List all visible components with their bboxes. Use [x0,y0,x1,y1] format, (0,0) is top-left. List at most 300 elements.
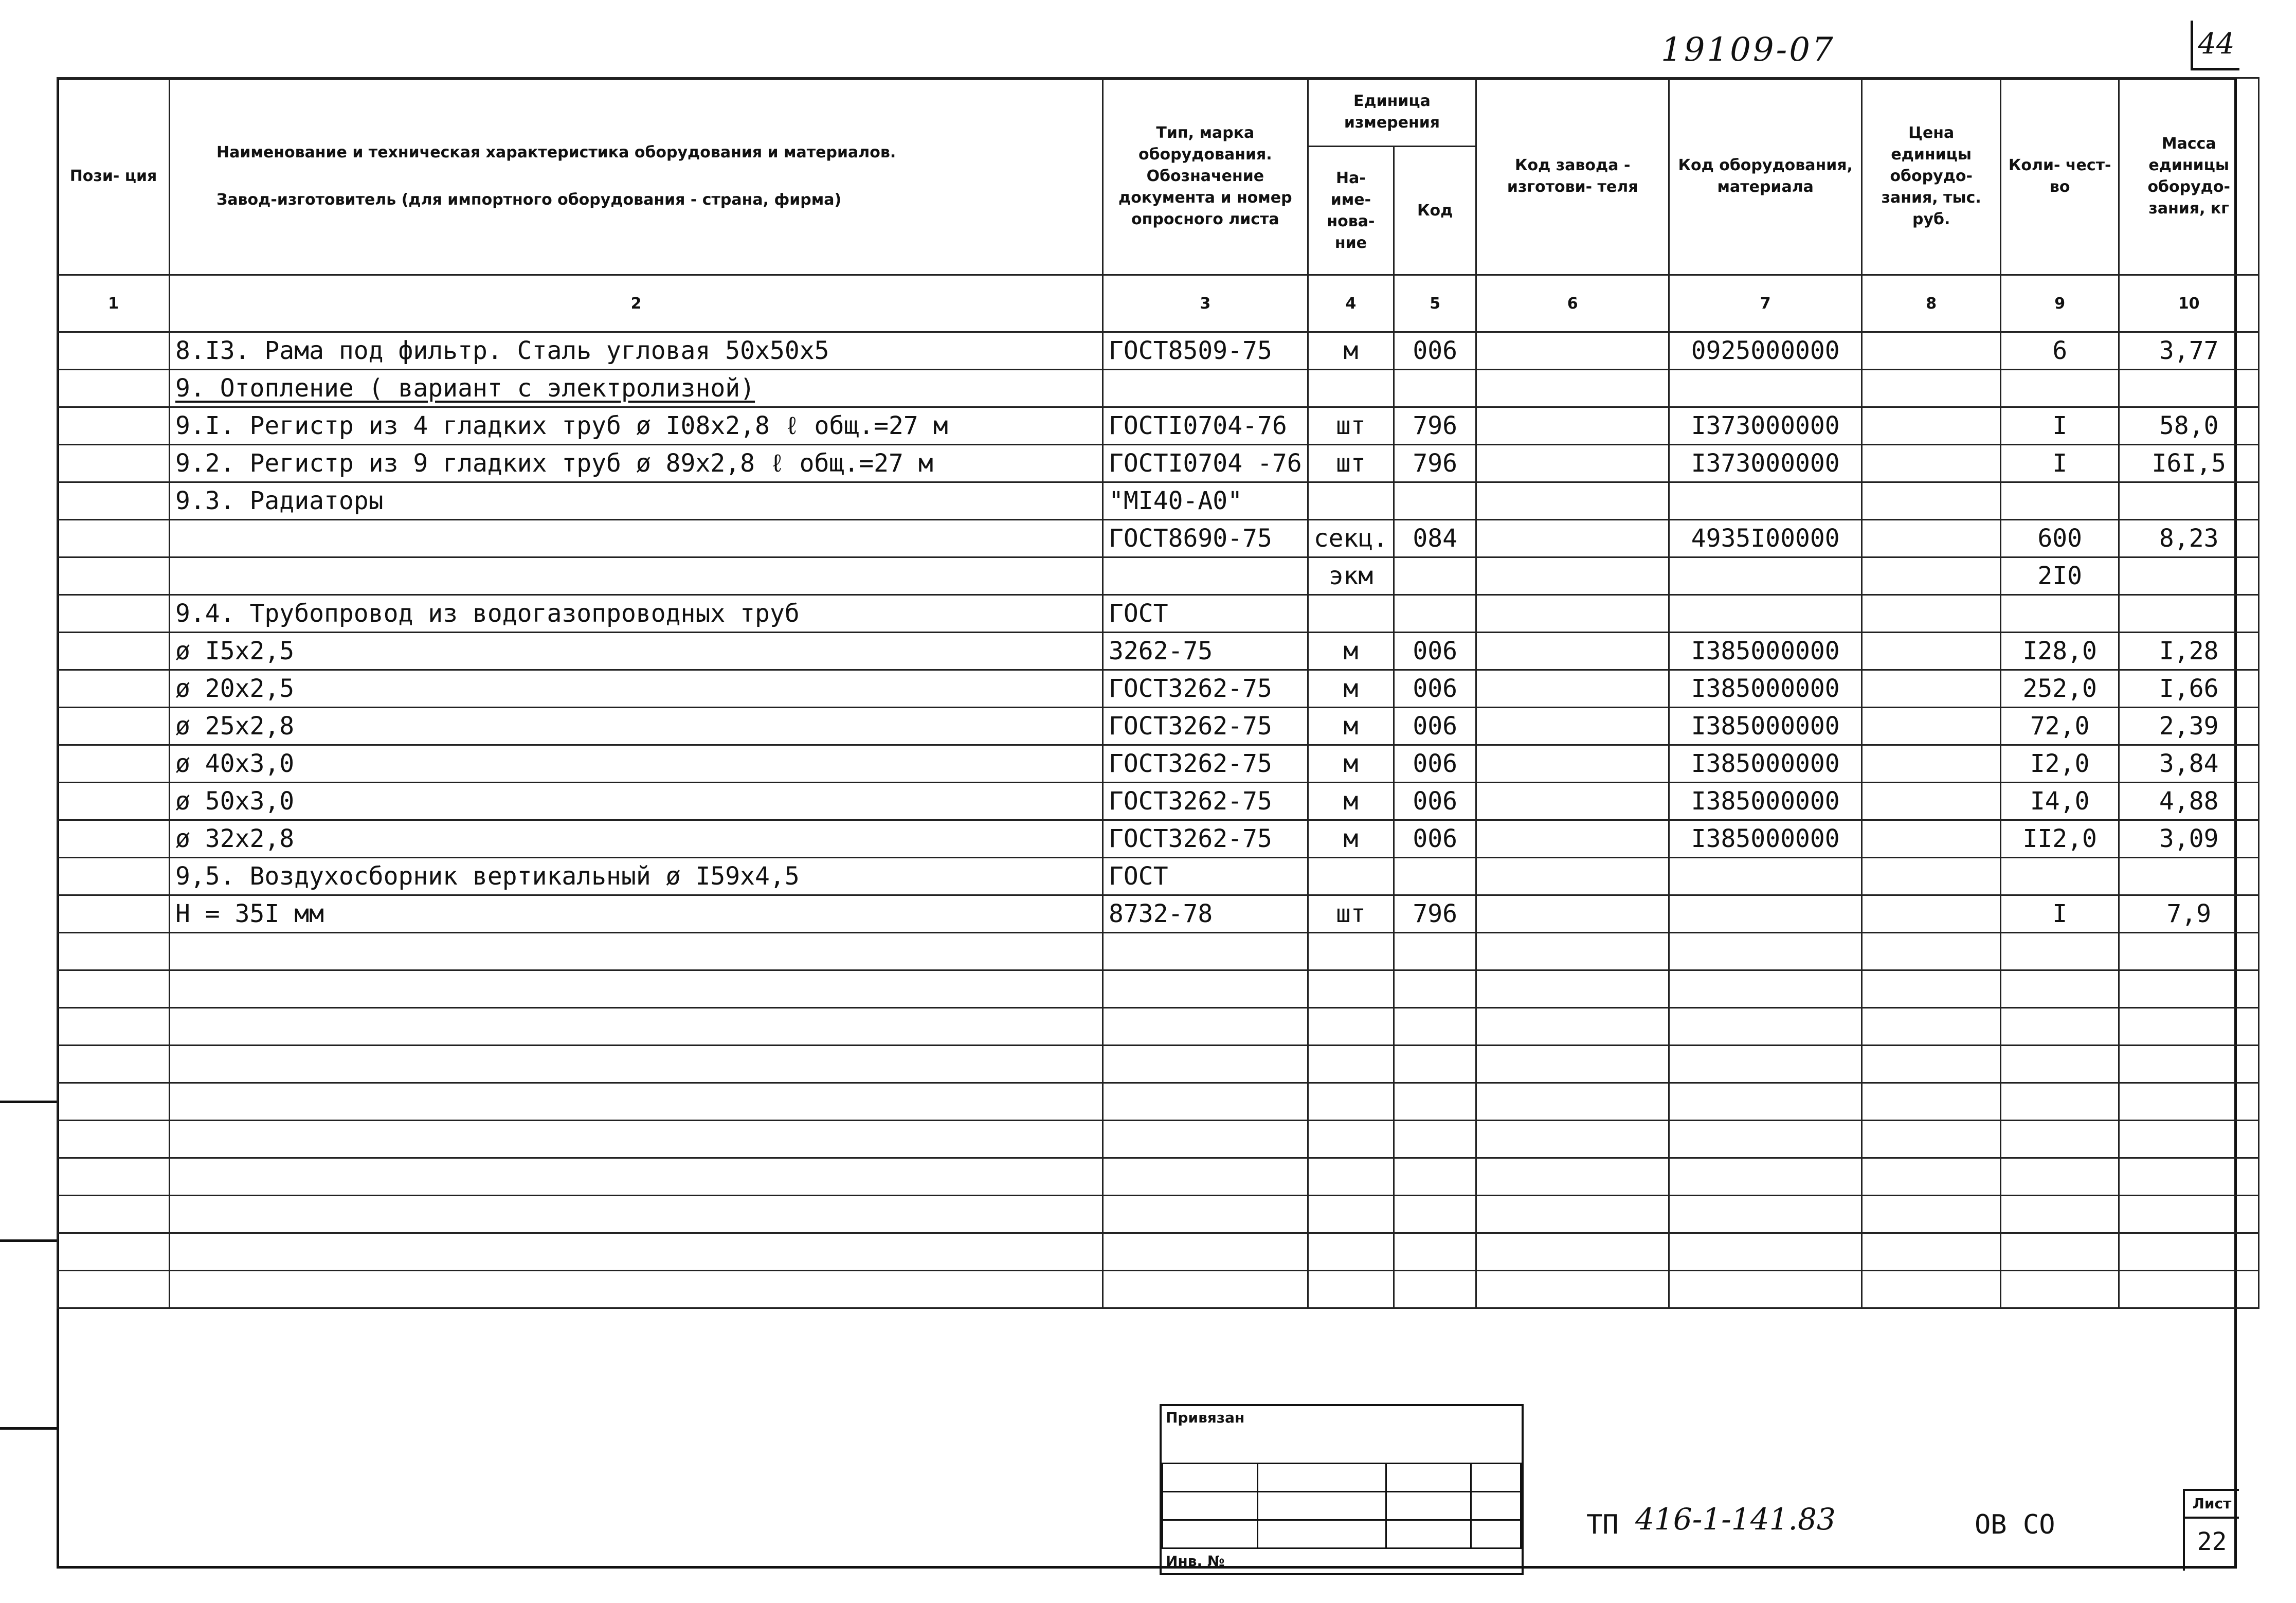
table-row [58,670,2259,708]
col-header-mfr-code: Код завода - изготови- теля [1476,78,1669,275]
item-type: "MI40-A0" [1103,482,1308,520]
col-number: 9 [2001,275,2119,332]
empty-cell [1476,933,1669,970]
quantity: I28,0 [2001,633,2119,670]
unit-name: шт [1308,895,1394,933]
unit-name: шт [1308,407,1394,445]
inventory-label: Инв. № [1166,1553,1225,1570]
empty-cell [2001,1233,2119,1271]
position-cell [58,407,170,445]
empty-cell [1103,1046,1308,1083]
unit-price [1862,595,2001,633]
approval-grid [1162,1463,1522,1549]
empty-cell [2001,1083,2119,1121]
project-prefix: ТП [1586,1509,1619,1540]
empty-cell [1103,1271,1308,1308]
equipment-code [1669,895,1862,933]
col-header-type: Тип, марка оборудования. Обозначение документа и номер опросного листа [1103,78,1308,275]
empty-cell [1394,1008,1476,1046]
page-number: 44 [2191,21,2239,70]
table-row [58,820,2259,858]
position-cell [58,745,170,783]
unit-price [1862,445,2001,482]
empty-cell [58,1121,170,1158]
table-row [58,595,2259,633]
unit-name: экм [1308,557,1394,595]
empty-cell [2119,1008,2259,1046]
table-row [58,895,2259,933]
equipment-code: 0925000000 [1669,332,1862,370]
empty-cell [1669,933,1862,970]
quantity: 6 [2001,332,2119,370]
margin-tick [0,1427,57,1430]
unit-mass: I,28 [2119,633,2259,670]
sheet-number-box [2183,1489,2239,1571]
position-cell [58,858,170,895]
unit-price [1862,482,2001,520]
item-type: ГОСТ8690-75 [1103,520,1308,557]
item-type: ГОСТ3262-75 [1103,708,1308,745]
position-cell [58,557,170,595]
empty-cell [1476,1121,1669,1158]
equipment-code: I385000000 [1669,633,1862,670]
table-row [58,708,2259,745]
col-header-name-line2: Завод-изготовитель (для импортного оборудования - страна, фирма) [216,191,842,209]
table-row [58,332,2259,370]
unit-code: 006 [1394,708,1476,745]
table-row [58,370,2259,407]
empty-cell [2119,1083,2259,1121]
item-name: 9.I. Регистр из 4 гладких труб ø I08х2,8 ℓ общ.=27 м [170,407,1103,445]
unit-name: м [1308,332,1394,370]
empty-cell [170,1121,1103,1158]
unit-name [1308,370,1394,407]
manufacturer-code [1476,407,1669,445]
unit-code [1394,595,1476,633]
empty-cell [2119,1158,2259,1196]
empty-cell [2119,1046,2259,1083]
manufacturer-code [1476,332,1669,370]
col-header-price: Цена единицы оборудо- зания, тыс. руб. [1862,78,2001,275]
table-row [58,520,2259,557]
manufacturer-code [1476,520,1669,557]
empty-cell [58,1008,170,1046]
empty-cell [58,1083,170,1121]
unit-code: 006 [1394,332,1476,370]
item-type: ГОСТ3262-75 [1103,745,1308,783]
position-cell [58,445,170,482]
empty-cell [1669,1046,1862,1083]
empty-cell [1862,1196,2001,1233]
unit-code [1394,858,1476,895]
col-header-unit-name: На- име- нова- ние [1308,147,1394,275]
unit-code: 006 [1394,670,1476,708]
equipment-code: I373000000 [1669,445,1862,482]
item-type [1103,370,1308,407]
position-cell [58,482,170,520]
item-type: 3262-75 [1103,633,1308,670]
unit-code: 796 [1394,445,1476,482]
empty-cell [1308,1196,1394,1233]
empty-cell [1476,1083,1669,1121]
empty-cell [58,970,170,1008]
unit-mass: 3,84 [2119,745,2259,783]
unit-price [1862,520,2001,557]
manufacturer-code [1476,670,1669,708]
empty-cell [2001,970,2119,1008]
empty-cell [1308,933,1394,970]
empty-cell [1476,970,1669,1008]
col-number: 2 [170,275,1103,332]
empty-cell [1862,1083,2001,1121]
equipment-code: I385000000 [1669,670,1862,708]
unit-name [1308,482,1394,520]
empty-row [58,1121,2259,1158]
empty-cell [58,1196,170,1233]
empty-cell [1394,1083,1476,1121]
unit-name: м [1308,820,1394,858]
manufacturer-code [1476,783,1669,820]
empty-cell [1862,970,2001,1008]
item-name: Н = 35I мм [170,895,1103,933]
quantity: 72,0 [2001,708,2119,745]
empty-cell [2001,1271,2119,1308]
empty-cell [1862,1121,2001,1158]
empty-cell [58,1158,170,1196]
empty-cell [58,1046,170,1083]
empty-cell [2119,933,2259,970]
empty-cell [1862,933,2001,970]
item-name: ø 32х2,8 [170,820,1103,858]
empty-cell [2001,1196,2119,1233]
unit-name: секц. [1308,520,1394,557]
col-number: 7 [1669,275,1862,332]
empty-cell [2119,970,2259,1008]
empty-cell [1394,1121,1476,1158]
unit-code: 796 [1394,407,1476,445]
empty-cell [1308,1233,1394,1271]
unit-price [1862,633,2001,670]
sheet-number: 22 [2197,1527,2227,1556]
unit-code [1394,557,1476,595]
item-name: ø 50х3,0 [170,783,1103,820]
item-name: 9.2. Регистр из 9 гладких труб ø 89х2,8 ℓ общ.=27 м [170,445,1103,482]
unit-price [1862,783,2001,820]
empty-cell [58,933,170,970]
empty-cell [1103,1196,1308,1233]
table-row [58,745,2259,783]
col-header-position: Пози- ция [58,78,170,275]
quantity: I4,0 [2001,783,2119,820]
item-type: ГОСТ3262-75 [1103,670,1308,708]
empty-row [58,1233,2259,1271]
quantity: 600 [2001,520,2119,557]
table-row [58,407,2259,445]
unit-name: м [1308,745,1394,783]
unit-mass: 8,23 [2119,520,2259,557]
manufacturer-code [1476,745,1669,783]
bound-label: Привязан [1166,1409,1245,1426]
empty-cell [2119,1271,2259,1308]
col-number: 5 [1394,275,1476,332]
item-type: ГОСТ3262-75 [1103,783,1308,820]
empty-cell [1669,1008,1862,1046]
empty-cell [170,970,1103,1008]
item-type [1103,557,1308,595]
unit-mass: I,66 [2119,670,2259,708]
unit-mass [2119,858,2259,895]
empty-cell [170,1083,1103,1121]
equipment-code [1669,370,1862,407]
col-number: 10 [2119,275,2259,332]
equipment-code [1669,595,1862,633]
empty-row [58,933,2259,970]
item-name: ø 25х2,8 [170,708,1103,745]
item-name: 9,5. Воздухосборник вертикальный ø I59х4,5 [170,858,1103,895]
col-number: 8 [1862,275,2001,332]
empty-cell [1476,1158,1669,1196]
manufacturer-code [1476,708,1669,745]
quantity [2001,858,2119,895]
item-type: ГОСТI0704-76 [1103,407,1308,445]
unit-mass: 2,39 [2119,708,2259,745]
unit-mass: 4,88 [2119,783,2259,820]
empty-cell [1669,970,1862,1008]
table-row [58,482,2259,520]
empty-cell [1394,1271,1476,1308]
empty-cell [2001,933,2119,970]
empty-cell [1308,1008,1394,1046]
unit-mass: I6I,5 [2119,445,2259,482]
empty-row [58,1046,2259,1083]
empty-cell [1103,1233,1308,1271]
empty-cell [1103,933,1308,970]
table-row [58,557,2259,595]
unit-name: м [1308,708,1394,745]
empty-cell [1103,1083,1308,1121]
unit-price [1862,670,2001,708]
table-row [58,445,2259,482]
project-code: 416-1-141.83 [1635,1502,1836,1537]
empty-cell [1669,1121,1862,1158]
empty-cell [1103,1121,1308,1158]
equipment-code: I385000000 [1669,745,1862,783]
empty-cell [1862,1271,2001,1308]
empty-cell [2119,1233,2259,1271]
sheet-label: Лист [2185,1491,2239,1519]
col-header-equipment-code: Код оборудования, материала [1669,78,1862,275]
unit-name: м [1308,670,1394,708]
approval-block [1160,1404,1524,1575]
empty-cell [58,1233,170,1271]
unit-price [1862,858,2001,895]
position-cell [58,332,170,370]
empty-cell [1394,1158,1476,1196]
equipment-code: I385000000 [1669,708,1862,745]
item-name: ø I5х2,5 [170,633,1103,670]
quantity [2001,595,2119,633]
empty-cell [1476,1008,1669,1046]
table-row [58,633,2259,670]
col-number: 1 [58,275,170,332]
col-header-mass: Масса единицы оборудо- зания, кг [2119,78,2259,275]
equipment-code: I385000000 [1669,783,1862,820]
empty-cell [1862,1158,2001,1196]
item-type: ГОСТI0704 -76 [1103,445,1308,482]
unit-price [1862,745,2001,783]
unit-price [1862,370,2001,407]
unit-mass: 3,77 [2119,332,2259,370]
manufacturer-code [1476,595,1669,633]
quantity: I [2001,407,2119,445]
empty-cell [1308,1271,1394,1308]
unit-code: 006 [1394,745,1476,783]
empty-cell [1103,970,1308,1008]
empty-cell [1394,1046,1476,1083]
col-header-quantity: Коли- чест- во [2001,78,2119,275]
empty-cell [1862,1008,2001,1046]
table-row [58,858,2259,895]
position-cell [58,633,170,670]
item-name: 9.3. Радиаторы [170,482,1103,520]
empty-cell [2119,1196,2259,1233]
position-cell [58,895,170,933]
item-name: ø 20х2,5 [170,670,1103,708]
manufacturer-code [1476,820,1669,858]
empty-row [58,1083,2259,1121]
unit-name [1308,595,1394,633]
position-cell [58,708,170,745]
unit-name: м [1308,783,1394,820]
empty-cell [1394,1196,1476,1233]
empty-cell [170,1158,1103,1196]
empty-row [58,970,2259,1008]
manufacturer-code [1476,445,1669,482]
equipment-code [1669,557,1862,595]
unit-price [1862,708,2001,745]
unit-name: шт [1308,445,1394,482]
quantity [2001,370,2119,407]
unit-code [1394,482,1476,520]
empty-cell [2001,1121,2119,1158]
unit-code: 006 [1394,633,1476,670]
position-cell [58,595,170,633]
manufacturer-code [1476,370,1669,407]
empty-cell [1308,1046,1394,1083]
empty-cell [1308,1121,1394,1158]
quantity [2001,482,2119,520]
col-header-unit-group: Единица измерения [1308,78,1476,147]
quantity: I [2001,445,2119,482]
empty-cell [1308,970,1394,1008]
empty-cell [170,933,1103,970]
empty-cell [1862,1046,2001,1083]
item-type: 8732-78 [1103,895,1308,933]
empty-cell [1308,1158,1394,1196]
manufacturer-code [1476,633,1669,670]
quantity: 252,0 [2001,670,2119,708]
empty-cell [1476,1196,1669,1233]
document-number: 19109-07 [1661,31,1835,69]
position-cell [58,520,170,557]
document-code: ОВ СО [1975,1509,2055,1540]
table-row [58,783,2259,820]
quantity: II2,0 [2001,820,2119,858]
unit-price [1862,820,2001,858]
empty-cell [1669,1158,1862,1196]
position-cell [58,783,170,820]
unit-mass [2119,595,2259,633]
margin-tick [0,1101,57,1103]
position-cell [58,820,170,858]
position-cell [58,670,170,708]
empty-cell [1669,1271,1862,1308]
equipment-code [1669,858,1862,895]
empty-cell [1669,1083,1862,1121]
empty-cell [1394,933,1476,970]
empty-cell [1476,1233,1669,1271]
empty-cell [2001,1008,2119,1046]
col-number: 4 [1308,275,1394,332]
unit-code: 084 [1394,520,1476,557]
item-name: 9. Отопление ( вариант с электролизной) [170,370,1103,407]
unit-name [1308,858,1394,895]
unit-price [1862,895,2001,933]
manufacturer-code [1476,557,1669,595]
equipment-code: I385000000 [1669,820,1862,858]
empty-cell [1669,1233,1862,1271]
manufacturer-code [1476,482,1669,520]
item-type: ГОСТ3262-75 [1103,820,1308,858]
empty-cell [58,1271,170,1308]
quantity: I [2001,895,2119,933]
item-name [170,557,1103,595]
empty-cell [170,1271,1103,1308]
empty-cell [170,1008,1103,1046]
manufacturer-code [1476,895,1669,933]
unit-mass: 7,9 [2119,895,2259,933]
empty-cell [2001,1046,2119,1083]
unit-price [1862,332,2001,370]
empty-cell [1103,1008,1308,1046]
col-number: 3 [1103,275,1308,332]
empty-cell [1669,1196,1862,1233]
empty-row [58,1008,2259,1046]
empty-row [58,1271,2259,1308]
empty-cell [170,1233,1103,1271]
empty-cell [2001,1158,2119,1196]
item-type: ГОСТ [1103,595,1308,633]
unit-mass [2119,482,2259,520]
specification-table [57,77,2259,1309]
manufacturer-code [1476,858,1669,895]
empty-cell [170,1196,1103,1233]
col-number: 6 [1476,275,1669,332]
unit-price [1862,557,2001,595]
unit-mass [2119,370,2259,407]
unit-code: 006 [1394,783,1476,820]
margin-tick [0,1239,57,1242]
unit-code: 006 [1394,820,1476,858]
position-cell [58,370,170,407]
empty-cell [1394,970,1476,1008]
item-type: ГОСТ [1103,858,1308,895]
item-type: ГОСТ8509-75 [1103,332,1308,370]
unit-mass: 58,0 [2119,407,2259,445]
item-name: ø 40х3,0 [170,745,1103,783]
item-name: 9.4. Трубопровод из водогазопроводных труб [170,595,1103,633]
empty-cell [1862,1233,2001,1271]
